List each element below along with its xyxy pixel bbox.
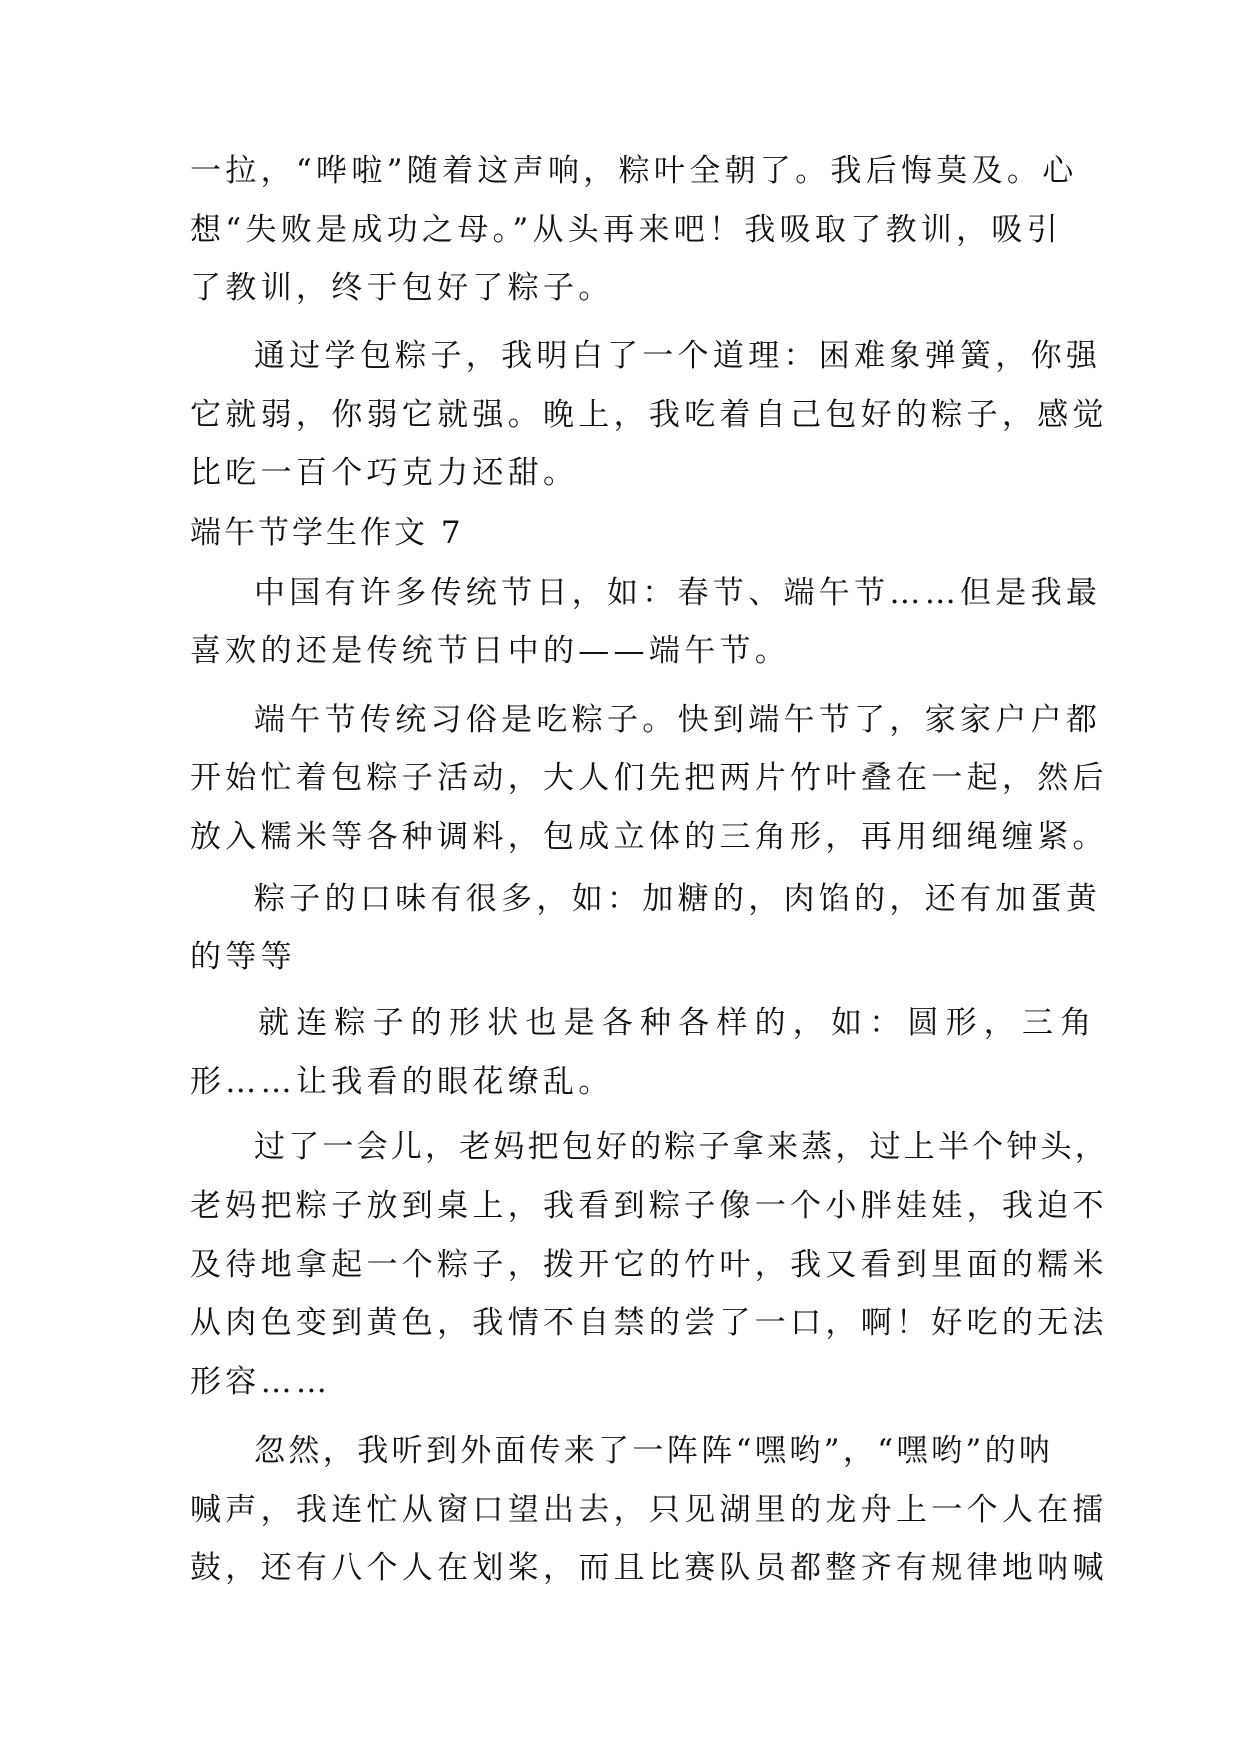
text-line: 中国有许多传统节日，如：春节、端午节……但是我最 bbox=[254, 575, 1102, 611]
text-line: 通过学包粽子，我明白了一个道理：困难象弹簧，你强 bbox=[254, 338, 1102, 374]
text-line: 开始忙着包粽子活动，大人们先把两片竹叶叠在一起，然后 bbox=[190, 760, 1108, 796]
text-line: 老妈把粽子放到桌上，我看到粽子像一个小胖娃娃，我迫不 bbox=[190, 1188, 1108, 1224]
text-line: 喊声，我连忙从窗口望出去，只见湖里的龙舟上一个人在擂 bbox=[190, 1492, 1108, 1528]
text-line: 放入糯米等各种调料，包成立体的三角形，再用细绳缠紧。 bbox=[190, 819, 1108, 855]
text-line: 比吃一百个巧克力还甜。 bbox=[190, 455, 579, 491]
text-line: 的等等 bbox=[190, 939, 296, 975]
text-line: 忽然，我听到外面传来了一阵阵“嘿哟”，“嘿哟”的呐 bbox=[254, 1433, 1054, 1469]
text-line: 它就弱，你弱它就强。晚上，我吃着自己包好的粽子，感觉 bbox=[190, 397, 1108, 433]
text-line: 一拉，“哗啦”随着这声响，粽叶全朝了。我后悔莫及。心 bbox=[190, 153, 1078, 189]
text-line: 了教训，终于包好了粽子。 bbox=[190, 270, 614, 306]
text-line: 就连粽子的形状也是各种各样的，如：圆形，三角 bbox=[258, 1005, 1099, 1041]
text-line: 形容…… bbox=[190, 1364, 332, 1400]
section-heading: 端午节学生作文 7 bbox=[190, 515, 464, 551]
text-line: 鼓，还有八个人在划桨，而且比赛队员都整齐有规律地呐喊 bbox=[190, 1550, 1108, 1586]
text-line: 过了一会儿，老妈把包好的粽子拿来蒸，过上半个钟头， bbox=[254, 1129, 1109, 1165]
text-line: 端午节传统习俗是吃粽子。快到端午节了，家家户户都 bbox=[254, 702, 1102, 738]
text-line: 想“失败是成功之母。”从头再来吧！我吸取了教训，吸引 bbox=[190, 212, 1062, 248]
text-line: 喜欢的还是传统节日中的——端午节。 bbox=[190, 633, 791, 669]
text-line: 粽子的口味有很多，如：加糖的，肉馅的，还有加蛋黄 bbox=[254, 881, 1102, 917]
text-line: 形……让我看的眼花缭乱。 bbox=[190, 1064, 614, 1100]
text-line: 及待地拿起一个粽子，拨开它的竹叶，我又看到里面的糯米 bbox=[190, 1247, 1108, 1283]
text-line: 从肉色变到黄色，我情不自禁的尝了一口，啊！好吃的无法 bbox=[190, 1305, 1108, 1341]
